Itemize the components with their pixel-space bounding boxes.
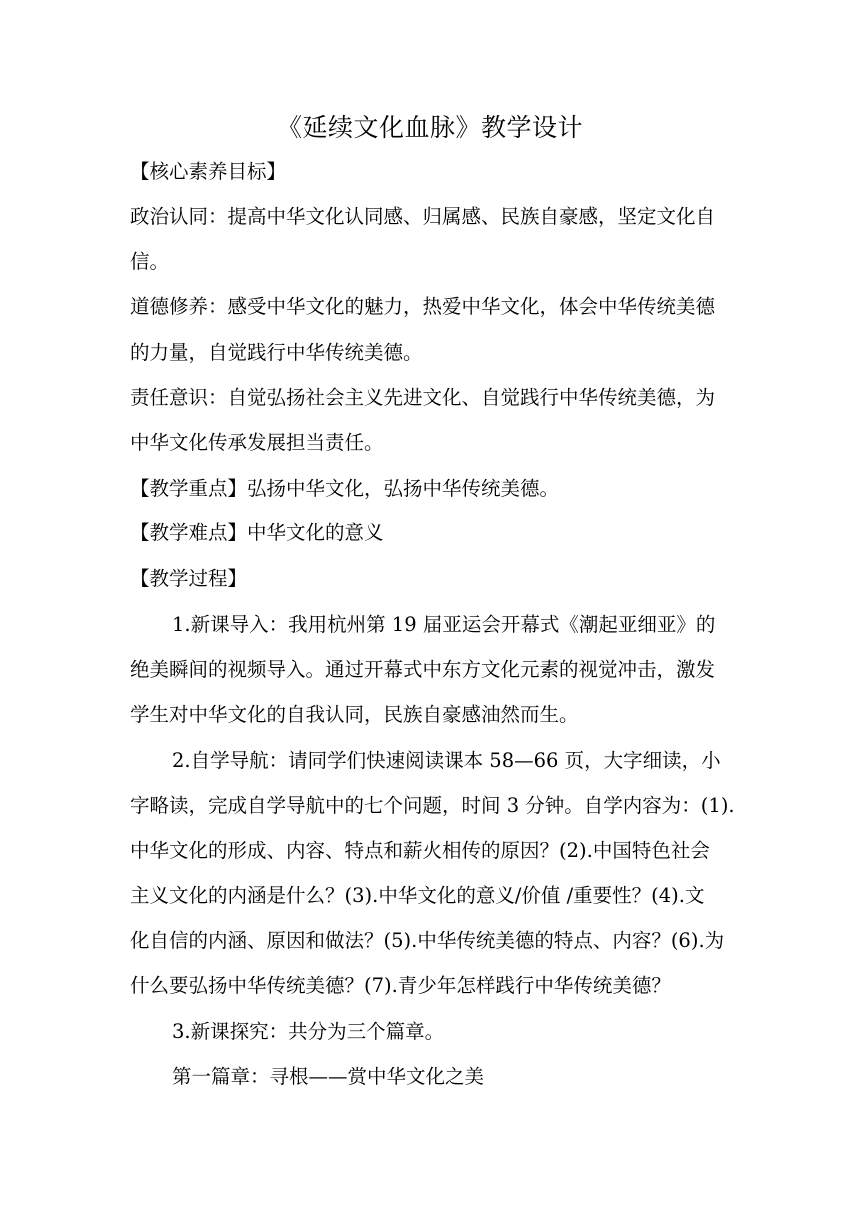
- paragraph-line: 的力量，自觉践行中华传统美德。: [130, 341, 423, 364]
- paragraph-line: 2.自学导航：请同学们快速阅读课本 58—66 页，大字细读，小: [172, 749, 721, 772]
- paragraph-line: 主义文化的内涵是什么？(3).中华文化的意义/价值 /重要性？(4).文: [130, 884, 705, 907]
- paragraph-line: 政治认同：提高中华文化认同感、归属感、民族自豪感，坚定文化自: [130, 205, 716, 228]
- paragraph-line: 第一篇章：寻根——赏中华文化之美: [172, 1065, 485, 1088]
- paragraph-line: 化自信的内涵、原因和做法？(5).中华传统美德的特点、内容？(6).为: [130, 929, 725, 952]
- paragraph-line: 责任意识：自觉弘扬社会主义先进文化、自觉践行中华传统美德，为: [130, 386, 716, 409]
- paragraph-line: 道德修养：感受中华文化的魅力，热爱中华文化，体会中华传统美德: [130, 295, 716, 318]
- paragraph-line: 学生对中华文化的自我认同，民族自豪感油然而生。: [130, 703, 579, 726]
- section-heading-key-points: 【教学重点】弘扬中华文化，弘扬中华传统美德。: [130, 477, 560, 500]
- paragraph-line: 中华文化传承发展担当责任。: [130, 431, 384, 454]
- section-heading-difficulties: 【教学难点】中华文化的意义: [130, 521, 384, 544]
- paragraph-line: 什么要弘扬中华传统美德？(7).青少年怎样践行中华传统美德？: [130, 974, 671, 997]
- paragraph-line: 3.新课探究：共分为三个篇章。: [172, 1020, 445, 1043]
- section-heading-core-goals: 【核心素养目标】: [130, 160, 287, 183]
- paragraph-line: 字略读，完成自学导航中的七个问题，时间 3 分钟。自学内容为：(1).: [130, 794, 735, 817]
- paragraph-line: 信。: [130, 250, 170, 273]
- document-title: 《延续文化血脉》教学设计: [276, 113, 583, 142]
- section-heading-process: 【教学过程】: [130, 567, 248, 590]
- paragraph-line: 中华文化的形成、内容、特点和薪火相传的原因？(2).中国特色社会: [130, 839, 710, 862]
- paragraph-line: 1.新课导入：我用杭州第 19 届亚运会开幕式《潮起亚细亚》的: [172, 613, 716, 636]
- paragraph-line: 绝美瞬间的视频导入。通过开幕式中东方文化元素的视觉冲击，激发: [130, 658, 716, 681]
